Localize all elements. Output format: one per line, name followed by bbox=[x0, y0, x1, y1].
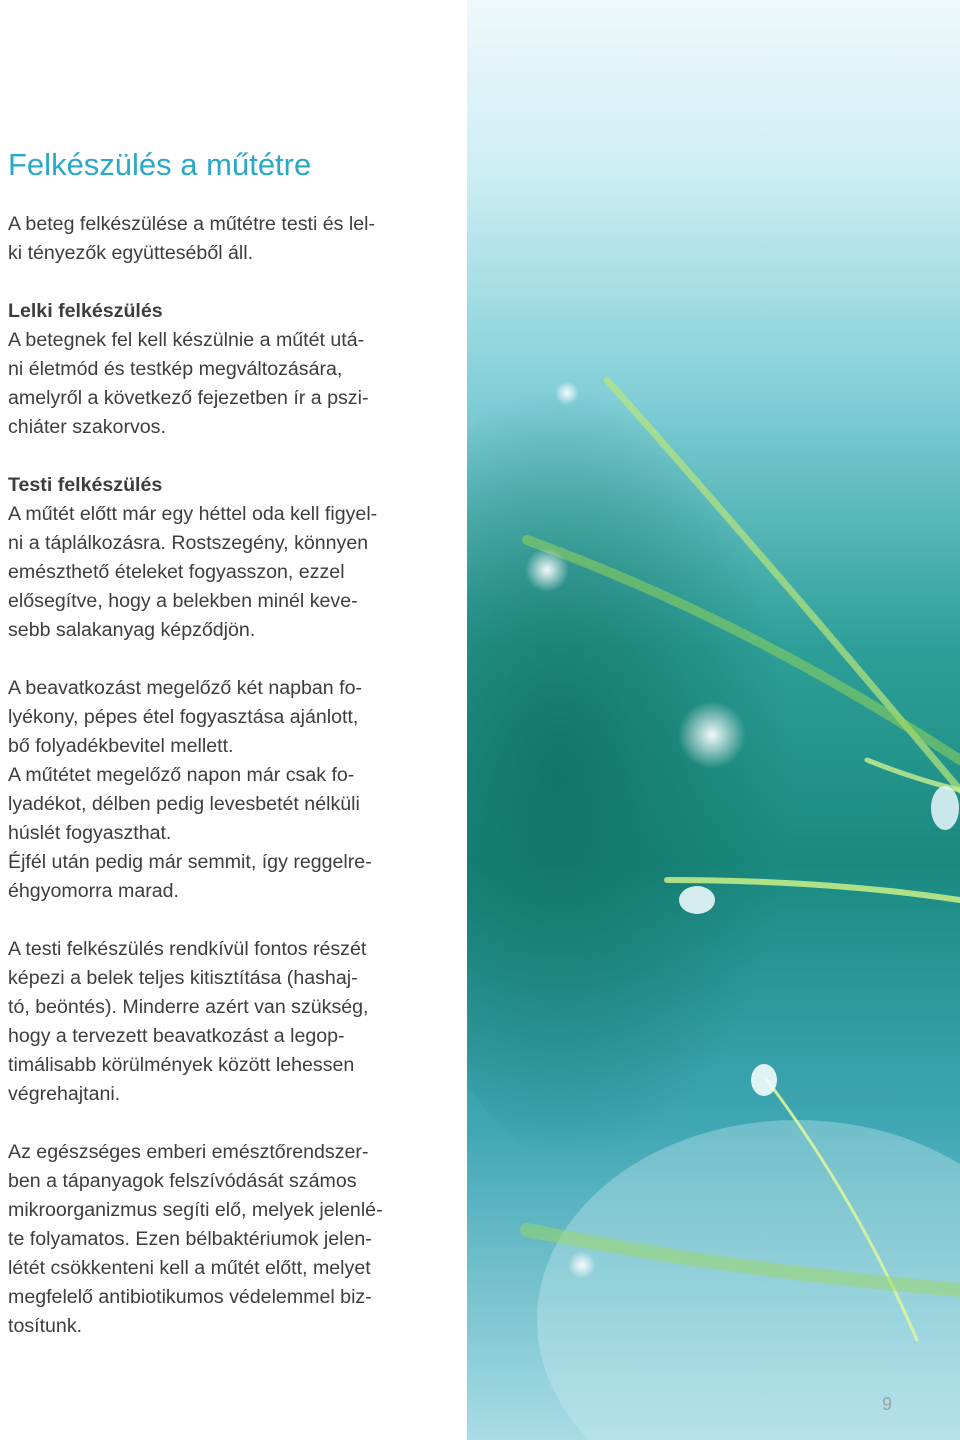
page-number: 9 bbox=[882, 1394, 893, 1414]
text-line: ki tényezők együtteséből áll. bbox=[8, 242, 254, 264]
page-title: Felkészülés a műtétre bbox=[8, 147, 312, 182]
text-line: A műtét előtt már egy héttel oda kell figyel- bbox=[8, 503, 378, 525]
text-line: mikroorganizmus segíti elő, melyek jelenlé- bbox=[8, 1199, 383, 1221]
text-line: megfelelő antibiotikumos védelemmel biz- bbox=[8, 1286, 372, 1308]
section-lelki bbox=[8, 297, 448, 442]
text-line: A beteg felkészülése a műtétre testi és lel- bbox=[8, 213, 376, 235]
text-line: éhgyomorra marad. bbox=[8, 880, 179, 902]
paragraph-bacteria bbox=[8, 1138, 448, 1341]
text-line: A testi felkészülés rendkívül fontos részét bbox=[8, 938, 367, 960]
section-heading: Lelki felkészülés bbox=[8, 300, 163, 322]
text-line: A műtétet megelőző napon már csak fo- bbox=[8, 764, 355, 786]
text-line: hogy a tervezett beavatkozást a legop- bbox=[8, 1025, 345, 1047]
text-line: Az egészséges emberi emésztőrendszer- bbox=[8, 1141, 369, 1163]
section-testi bbox=[8, 471, 448, 645]
text-line: végrehajtani. bbox=[8, 1083, 121, 1105]
text-line: képezi a belek teljes kitisztítása (hashaj- bbox=[8, 967, 358, 989]
text-line: amelyről a következő fejezetben ír a pszi- bbox=[8, 387, 369, 409]
text-line: chiáter szakorvos. bbox=[8, 416, 166, 438]
text-column bbox=[8, 146, 448, 1370]
text-line: tó, beöntés). Minderre azért van szükség, bbox=[8, 996, 369, 1018]
text-line: lyadékot, délben pedig levesbetét nélküli bbox=[8, 793, 360, 815]
text-line: húslét fogyaszthat. bbox=[8, 822, 172, 844]
text-line: létét csökkenteni kell a műtét előtt, melyet bbox=[8, 1257, 371, 1279]
text-line: lyékony, pépes étel fogyasztása ajánlott, bbox=[8, 706, 359, 728]
text-line: Éjfél után pedig már semmit, így reggelre- bbox=[8, 851, 372, 873]
text-line: ben a tápanyagok felszívódását számos bbox=[8, 1170, 357, 1192]
text-line: A beavatkozást megelőző két napban fo- bbox=[8, 677, 363, 699]
text-line: sebb salakanyag képződjön. bbox=[8, 619, 256, 641]
text-line: bő folyadékbevitel mellett. bbox=[8, 735, 234, 757]
text-line: ni életmód és testkép megváltozására, bbox=[8, 358, 343, 380]
text-line: te folyamatos. Ezen bélbaktériumok jelen- bbox=[8, 1228, 372, 1250]
dewdrop-grass-photo bbox=[467, 0, 960, 1440]
text-line: timálisabb körülmények között lehessen bbox=[8, 1054, 355, 1076]
intro-paragraph bbox=[8, 210, 448, 268]
text-line: tosítunk. bbox=[8, 1315, 83, 1337]
text-line: elősegítve, hogy a belekben minél keve- bbox=[8, 590, 358, 612]
section-heading: Testi felkészülés bbox=[8, 474, 163, 496]
text-line: emészthető ételeket fogyasszon, ezzel bbox=[8, 561, 345, 583]
paragraph-diet bbox=[8, 674, 448, 906]
text-line: A betegnek fel kell készülnie a műtét utá- bbox=[8, 329, 365, 351]
paragraph-bowel bbox=[8, 935, 448, 1109]
text-line: ni a táplálkozásra. Rostszegény, könnyen bbox=[8, 532, 369, 554]
